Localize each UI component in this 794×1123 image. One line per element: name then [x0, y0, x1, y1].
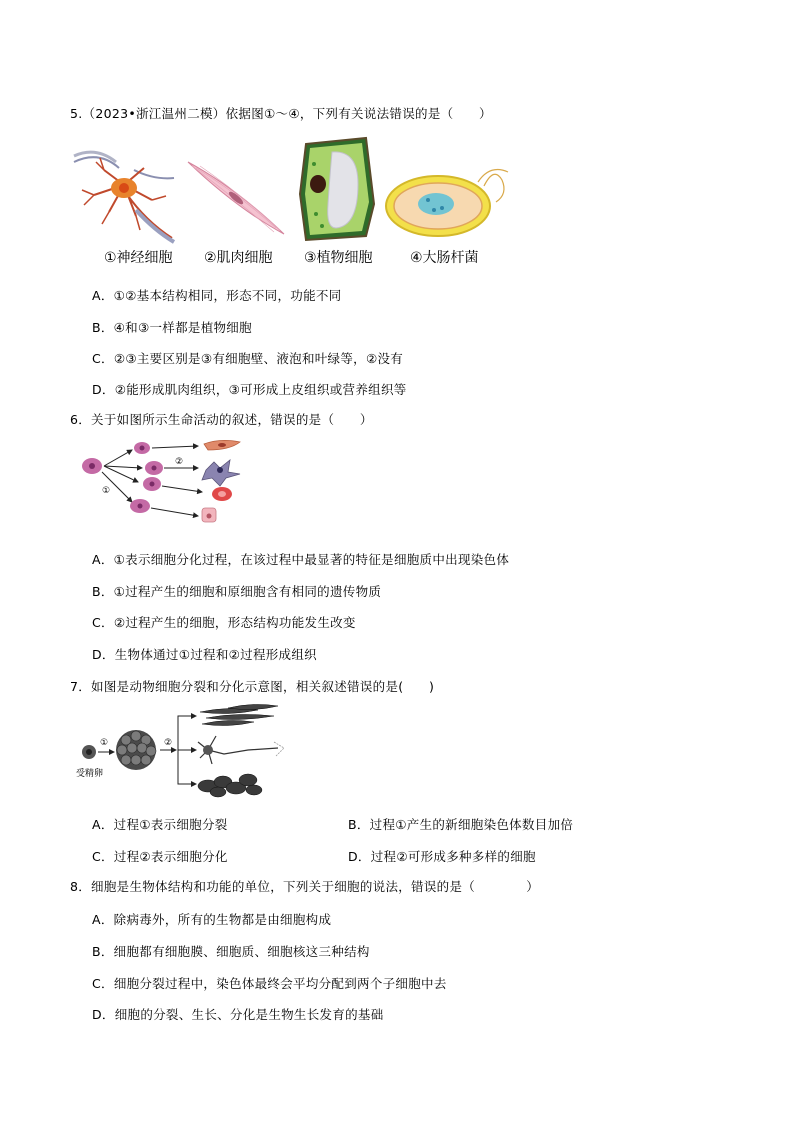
question-7-title: 7．如图是动物细胞分裂和分化示意图，相关叙述错误的是( ): [70, 679, 435, 694]
caption-muscle-cell: ②肌肉细胞: [204, 250, 273, 266]
q5-option-a: A．①②基本结构相同，形态不同，功能不同: [92, 288, 342, 303]
q5-option-b: B．④和③一样都是植物细胞: [92, 320, 252, 335]
muscle-cell-image: [186, 158, 286, 238]
caption-ecoli: ④大肠杆菌: [410, 250, 479, 266]
question-8-title: 8．细胞是生物体结构和功能的单位，下列关于细胞的说法，错误的是（ ）: [70, 879, 540, 894]
q8-option-b: B．细胞都有细胞膜、细胞质、细胞核这三种结构: [92, 944, 370, 959]
q6-process-2-label: ②: [175, 457, 184, 467]
fertilized-egg-label: 受精卵: [76, 769, 104, 779]
q6-option-b: B．①过程产生的细胞和原细胞含有相同的遗传物质: [92, 584, 382, 599]
cell-division-differentiation-diagram: [78, 706, 288, 798]
q8-option-a: A．除病毒外，所有的生物都是由细胞构成: [92, 912, 332, 927]
neuron-cell-image: [74, 150, 174, 242]
q6-option-d: D．生物体通过①过程和②过程形成组织: [92, 647, 317, 662]
plant-cell-image: [296, 134, 376, 242]
question-5-title: 5.（2023•浙江温州二模）依据图①～④，下列有关说法错误的是（ ）: [70, 106, 492, 121]
q6-option-c: C．②过程产生的细胞，形态结构功能发生改变: [92, 615, 356, 630]
q7-option-b: B．过程①产生的新细胞染色体数目加倍: [348, 817, 574, 832]
q6-option-a: A．①表示细胞分化过程，在该过程中最显著的特征是细胞质中出现染色体: [92, 552, 510, 567]
q7-option-c: C．过程②表示细胞分化: [92, 849, 228, 864]
q7-option-d: D．过程②可形成多种多样的细胞: [348, 849, 536, 864]
caption-plant-cell: ③植物细胞: [304, 250, 373, 266]
q5-option-c: C．②③主要区别是③有细胞壁、液泡和叶绿等，②没有: [92, 351, 404, 366]
ecoli-bacterium-image: [384, 166, 514, 238]
q8-option-c: C．细胞分裂过程中，染色体最终会平均分配到两个子细胞中去: [92, 976, 447, 991]
q6-process-1-label: ①: [102, 486, 111, 496]
q7-process-2-label: ②: [164, 738, 173, 748]
q7-option-a: A．过程①表示细胞分裂: [92, 817, 228, 832]
q7-process-1-label: ①: [100, 738, 109, 748]
question-6-title: 6．关于如图所示生命活动的叙述，错误的是（ ）: [70, 412, 373, 427]
q8-option-d: D．细胞的分裂、生长、分化是生物生长发育的基础: [92, 1007, 384, 1022]
caption-neuron-cell: ①神经细胞: [104, 250, 173, 266]
q5-option-d: D．②能形成肌肉组织，③可形成上皮组织或营养组织等: [92, 382, 407, 397]
